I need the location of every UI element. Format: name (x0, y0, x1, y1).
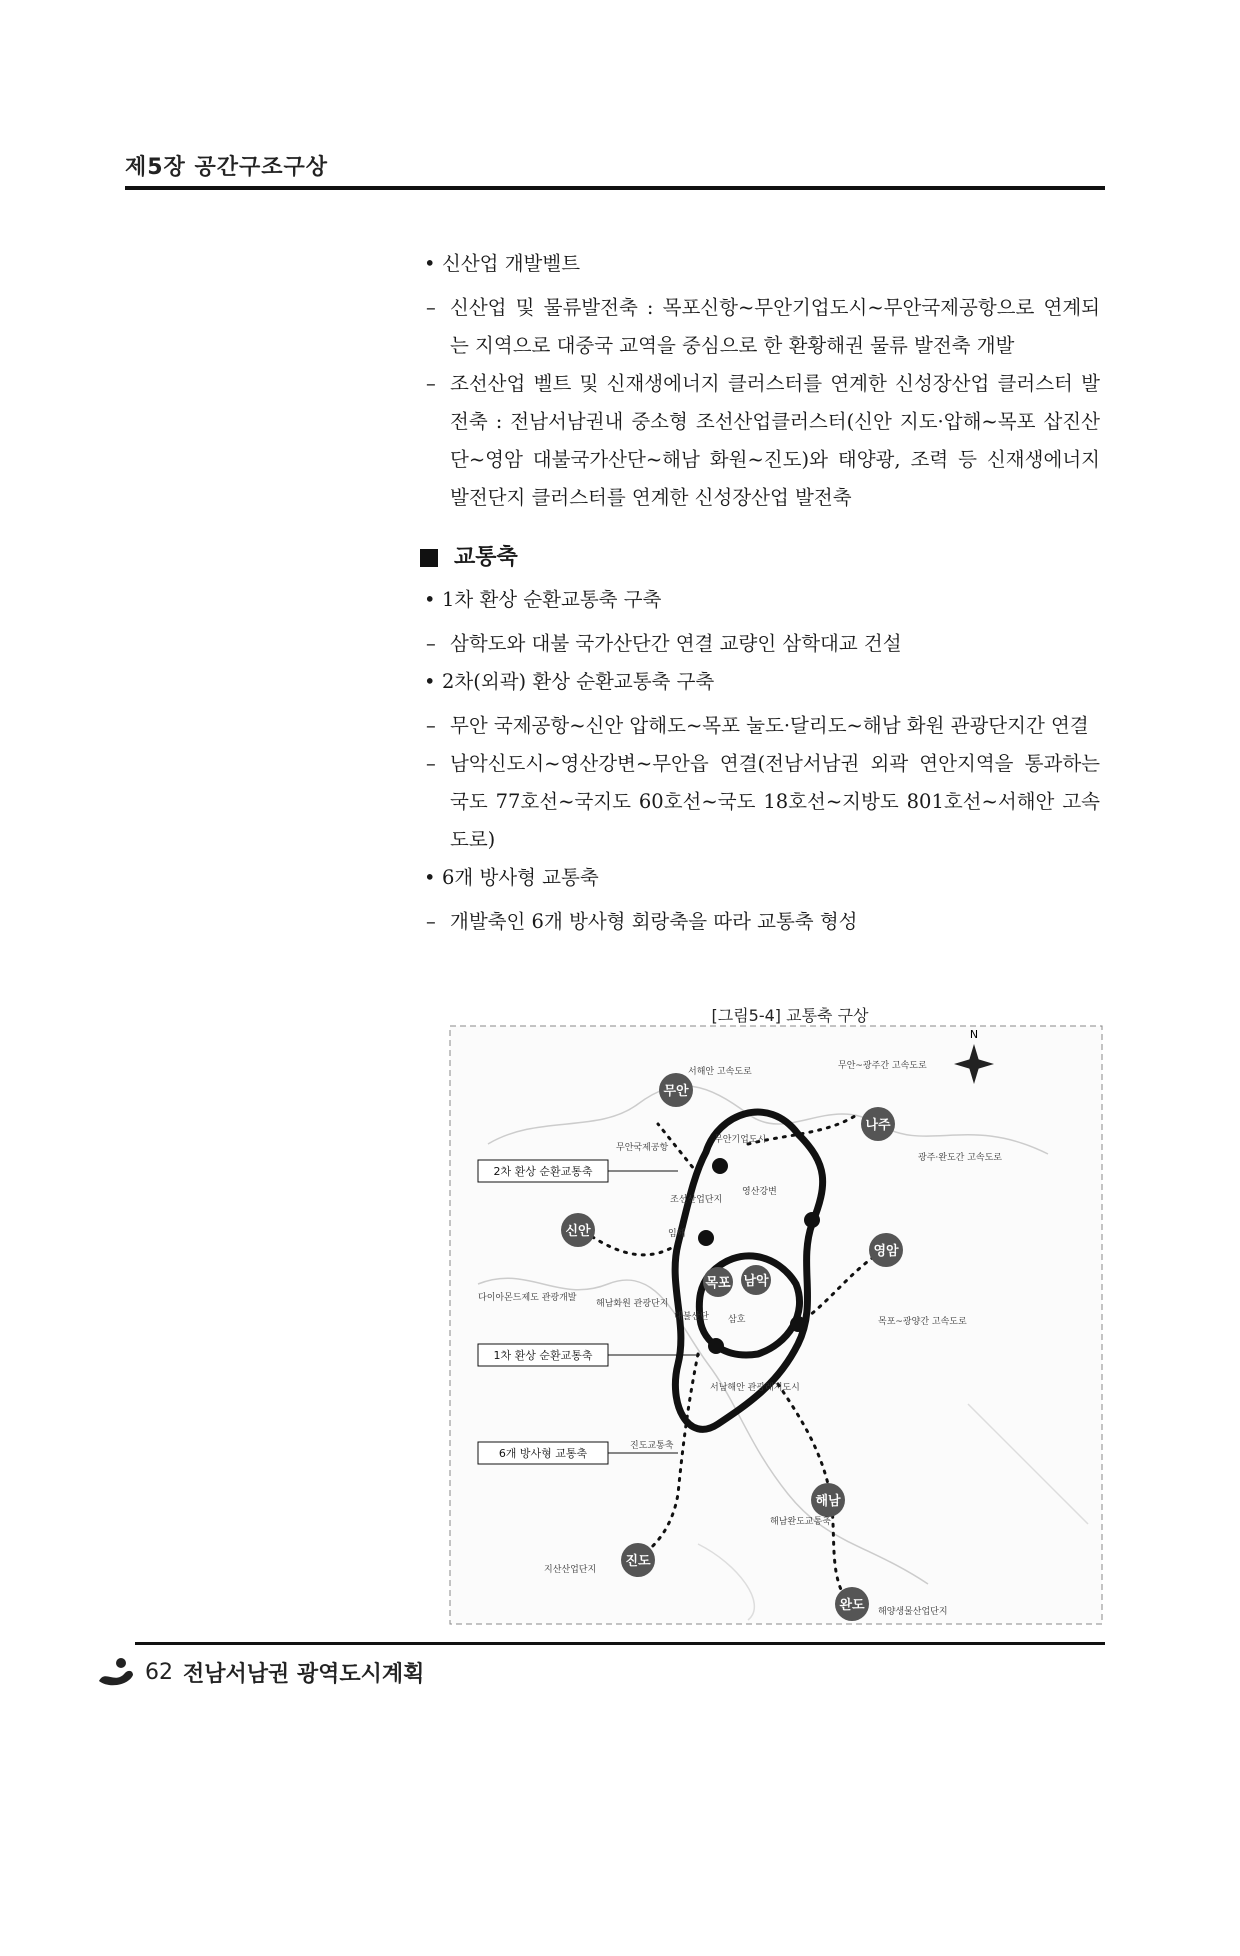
dash-text: 신산업 및 물류발전축 : 목포신항~무안기업도시~무안국제공항으로 연계되는 지역으로 대중국 교역을 중심으로 한 환황해권 물류 발전축 개발 (450, 296, 1100, 357)
dash-item: – 조선산업 벨트 및 신재생에너지 클러스터를 연계한 신성장산업 클러스터 발전축 : 전남서남권내 중소형 조선산업클러스터(신안 지도·압해~목포 삽진산단~영암 대불국가산단~해남 화원~진도)와 태양광, 조력 등 신재생에너지 발전단지 클러스터를 연계한 신성장산업 발전축 (426, 372, 1100, 509)
svg-text:진도: 진도 (625, 1554, 651, 1569)
svg-text:목포: 목포 (705, 1276, 731, 1291)
map-label: 무안~광주간 고속도로 (838, 1061, 927, 1071)
region-muan (659, 1073, 693, 1107)
bullet-text: 6개 방사형 교통축 (442, 866, 599, 889)
map-label: 해남완도교통축 (770, 1517, 831, 1527)
dash-item: – 개발축인 6개 방사형 회랑축을 따라 교통축 형성 (426, 910, 858, 933)
logo-icon (95, 1655, 135, 1689)
bullet-item: • 2차(외곽) 환상 순환교통축 구축 (424, 670, 715, 693)
region-wando (835, 1587, 869, 1621)
svg-text:영암: 영암 (873, 1244, 899, 1259)
region-namak (741, 1265, 771, 1295)
map-label: 해양생물산업단지 (878, 1607, 948, 1617)
figure-title: [그림5-4] 교통축 구상 (711, 1006, 869, 1025)
svg-text:해남: 해남 (815, 1494, 841, 1509)
map-label: 목포~광양간 고속도로 (878, 1317, 967, 1327)
dash-item: – 남악신도시~영산강변~무안읍 연결(전남서남권 외곽 연안지역을 통과하는 국도 77호선~국지도 60호선~국도 18호선~지방도 801호선~서해안 고속도로) (426, 752, 1100, 851)
section-title: 교통축 (454, 545, 518, 570)
svg-text:2차 환상 순환교통축: 2차 환상 순환교통축 (493, 1165, 593, 1178)
square-bullet-icon (420, 549, 438, 567)
dash-item: – 삼학도와 대불 국가산단간 연결 교량인 삼학대교 건설 (426, 632, 902, 655)
map-label: 무안국제공항 (616, 1143, 669, 1153)
region-mokpo (703, 1267, 733, 1297)
map-label: 광주·완도간 고속도로 (918, 1153, 1002, 1163)
dash-text: 남악신도시~영산강변~무안읍 연결(전남서남권 외곽 연안지역을 통과하는 국도 77호선~국지도 60호선~국도 18호선~지방도 801호선~서해안 고속도로) (450, 752, 1100, 851)
bullet-item: • 6개 방사형 교통축 (424, 866, 599, 889)
svg-text:신안: 신안 (565, 1224, 591, 1239)
svg-text:남악: 남악 (743, 1274, 769, 1289)
map-label: 서남해안 관광레저도시 (710, 1383, 800, 1393)
map-label: 다이아몬드제도 관광개발 (478, 1293, 577, 1303)
north-label: N (969, 1028, 979, 1041)
chapter-title: 제5장 공간구조구상 (125, 155, 328, 180)
dash-text: 조선산업 벨트 및 신재생에너지 클러스터를 연계한 신성장산업 클러스터 발전축 : 전남서남권내 중소형 조선산업클러스터(신안 지도·압해~목포 삽진산단~영암 대불국가산단~해남 화원~진도)와 태양광, 조력 등 신재생에너지 발전단지 클러스터를 연계한 신성장산업 발전축 (450, 372, 1100, 509)
bullet-text: 1차 환상 순환교통축 구축 (442, 588, 662, 611)
transport-axis-map (448, 1024, 1104, 1956)
svg-text:나주: 나주 (865, 1118, 891, 1133)
dash-text: 삼학도와 대불 국가산단간 연결 교량인 삼학대교 건설 (450, 632, 902, 655)
dash-text: 개발축인 6개 방사형 회랑축을 따라 교통축 형성 (450, 910, 858, 933)
map-label: 서해안 고속도로 (688, 1067, 752, 1077)
dash-item: – 무안 국제공항~신안 압해도~목포 눌도·달리도~해남 화원 관광단지간 연결 (426, 714, 1089, 737)
region-haenam (811, 1483, 845, 1517)
dash-text: 무안 국제공항~신안 압해도~목포 눌도·달리도~해남 화원 관광단지간 연결 (450, 714, 1089, 737)
bullet-item: • 1차 환상 순환교통축 구축 (424, 588, 662, 611)
bullet-text: 2차(외곽) 환상 순환교통축 구축 (442, 670, 715, 693)
page-number: 62 (145, 1659, 173, 1685)
svg-text:완도: 완도 (839, 1598, 865, 1613)
bullet-item: • 신산업 개발벨트 (424, 252, 581, 275)
map-label: 영산강변 (742, 1187, 777, 1197)
svg-text:6개 방사형 교통축: 6개 방사형 교통축 (498, 1447, 588, 1460)
region-naju (861, 1107, 895, 1141)
map-label: 해남화원 관광단지 (596, 1299, 669, 1309)
map-label: 지산산업단지 (544, 1565, 597, 1575)
footer (95, 1655, 424, 1689)
dash-item: – 신산업 및 물류발전축 : 목포신항~무안기업도시~무안국제공항으로 연계되는 지역으로 대중국 교역을 중심으로 한 환황해권 물류 발전축 개발 (426, 296, 1100, 357)
footer-rule (135, 1642, 1105, 1645)
map-label: 조선산업단지 (670, 1195, 723, 1205)
svg-text:1차 환상 순환교통축: 1차 환상 순환교통축 (493, 1349, 593, 1362)
map-label: 임해 (668, 1229, 686, 1239)
region-jindo (621, 1543, 655, 1577)
footer-title: 전남서남권 광역도시계획 (183, 1661, 425, 1687)
map-label: 삼호 (728, 1315, 746, 1325)
header-rule (125, 186, 1105, 190)
section-heading (420, 539, 1100, 577)
region-sinan (561, 1213, 595, 1247)
bullet-text: 신산업 개발벨트 (442, 252, 581, 275)
map-label: 대불산단 (674, 1312, 709, 1322)
region-yeongam (869, 1233, 903, 1267)
map-label: 무안기업도시 (714, 1135, 767, 1145)
main-content (420, 245, 1100, 941)
map-label: 진도교통축 (630, 1441, 674, 1451)
svg-text:무안: 무안 (663, 1084, 689, 1099)
